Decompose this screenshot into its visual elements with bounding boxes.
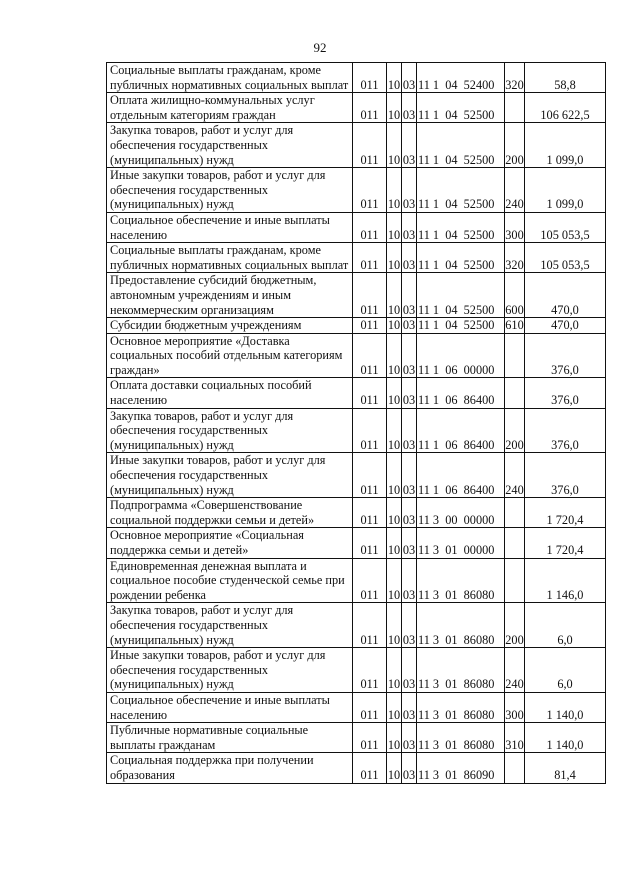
section-code: 10	[387, 723, 402, 753]
amount: 81,4	[525, 753, 606, 783]
amount: 1 720,4	[525, 528, 606, 558]
amount: 1 099,0	[525, 123, 606, 168]
grbs-code: 011	[353, 753, 387, 783]
amount: 376,0	[525, 453, 606, 498]
table-row	[107, 453, 606, 498]
program-code: 11 3 01 86080	[417, 603, 505, 648]
row-name: Закупка товаров, работ и услуг для обеспечения государственных (муниципальных) нужд	[107, 123, 353, 168]
row-name: Социальное обеспечение и иные выплаты населению	[107, 212, 353, 242]
grbs-code: 011	[353, 123, 387, 168]
subsection-code: 03	[402, 243, 417, 273]
subsection-code: 03	[402, 63, 417, 93]
table-row	[107, 273, 606, 318]
section-code: 10	[387, 753, 402, 783]
amount: 58,8	[525, 63, 606, 93]
section-code: 10	[387, 93, 402, 123]
row-name: Оплата жилищно-коммунальных услуг отдельным категориям граждан	[107, 93, 353, 123]
program-code: 11 3 01 86080	[417, 648, 505, 693]
page-number: 92	[313, 40, 327, 55]
program-code: 11 1 04 52500	[417, 318, 505, 334]
grbs-code: 011	[353, 212, 387, 242]
expense-type-code	[505, 558, 525, 603]
table-row	[107, 528, 606, 558]
subsection-code: 03	[402, 168, 417, 213]
section-code: 10	[387, 528, 402, 558]
expense-type-code	[505, 498, 525, 528]
expense-type-code	[505, 93, 525, 123]
subsection-code: 03	[402, 123, 417, 168]
amount: 376,0	[525, 333, 606, 378]
program-code: 11 1 04 52500	[417, 212, 505, 242]
expense-type-code: 200	[505, 603, 525, 648]
amount: 1 140,0	[525, 692, 606, 722]
section-code: 10	[387, 123, 402, 168]
program-code: 11 1 04 52500	[417, 273, 505, 318]
program-code: 11 3 00 00000	[417, 498, 505, 528]
program-code: 11 1 06 00000	[417, 333, 505, 378]
table-row	[107, 378, 606, 408]
subsection-code: 03	[402, 753, 417, 783]
table-row	[107, 753, 606, 783]
grbs-code: 011	[353, 378, 387, 408]
expense-type-code: 310	[505, 723, 525, 753]
subsection-code: 03	[402, 273, 417, 318]
section-code: 10	[387, 558, 402, 603]
subsection-code: 03	[402, 453, 417, 498]
subsection-code: 03	[402, 603, 417, 648]
grbs-code: 011	[353, 333, 387, 378]
amount: 106 622,5	[525, 93, 606, 123]
subsection-code: 03	[402, 212, 417, 242]
section-code: 10	[387, 648, 402, 693]
grbs-code: 011	[353, 93, 387, 123]
table-row	[107, 558, 606, 603]
subsection-code: 03	[402, 692, 417, 722]
section-code: 10	[387, 273, 402, 318]
program-code: 11 3 01 86080	[417, 558, 505, 603]
grbs-code: 011	[353, 318, 387, 334]
table-row	[107, 318, 606, 334]
table-row	[107, 63, 606, 93]
table-row	[107, 333, 606, 378]
grbs-code: 011	[353, 63, 387, 93]
amount: 1 140,0	[525, 723, 606, 753]
expense-type-code: 600	[505, 273, 525, 318]
table-row	[107, 498, 606, 528]
row-name: Оплата доставки социальных пособий населению	[107, 378, 353, 408]
expense-type-code: 320	[505, 63, 525, 93]
subsection-code: 03	[402, 723, 417, 753]
program-code: 11 1 06 86400	[417, 453, 505, 498]
expense-type-code	[505, 333, 525, 378]
expense-type-code: 300	[505, 212, 525, 242]
section-code: 10	[387, 453, 402, 498]
program-code: 11 3 01 86080	[417, 723, 505, 753]
row-name: Социальная поддержка при получении образования	[107, 753, 353, 783]
expense-type-code: 240	[505, 648, 525, 693]
expense-type-code: 240	[505, 168, 525, 213]
expense-type-code	[505, 528, 525, 558]
subsection-code: 03	[402, 648, 417, 693]
subsection-code: 03	[402, 408, 417, 453]
grbs-code: 011	[353, 723, 387, 753]
grbs-code: 011	[353, 243, 387, 273]
expense-type-code: 240	[505, 453, 525, 498]
row-name: Социальное обеспечение и иные выплаты населению	[107, 692, 353, 722]
amount: 1 720,4	[525, 498, 606, 528]
subsection-code: 03	[402, 93, 417, 123]
program-code: 11 1 04 52500	[417, 243, 505, 273]
section-code: 10	[387, 243, 402, 273]
program-code: 11 1 04 52500	[417, 93, 505, 123]
row-name: Подпрограмма «Совершенствование социальной поддержки семьи и детей»	[107, 498, 353, 528]
budget-table	[106, 62, 606, 784]
grbs-code: 011	[353, 498, 387, 528]
expense-type-code: 320	[505, 243, 525, 273]
section-code: 10	[387, 333, 402, 378]
expense-type-code: 200	[505, 123, 525, 168]
expense-type-code	[505, 378, 525, 408]
program-code: 11 3 01 86090	[417, 753, 505, 783]
grbs-code: 011	[353, 273, 387, 318]
section-code: 10	[387, 168, 402, 213]
table-row	[107, 93, 606, 123]
section-code: 10	[387, 212, 402, 242]
table-row	[107, 648, 606, 693]
subsection-code: 03	[402, 378, 417, 408]
amount: 376,0	[525, 378, 606, 408]
grbs-code: 011	[353, 168, 387, 213]
table-row	[107, 723, 606, 753]
expense-type-code	[505, 753, 525, 783]
subsection-code: 03	[402, 498, 417, 528]
subsection-code: 03	[402, 558, 417, 603]
subsection-code: 03	[402, 333, 417, 378]
row-name: Социальные выплаты гражданам, кроме публичных нормативных социальных выплат	[107, 243, 353, 273]
program-code: 11 1 06 86400	[417, 378, 505, 408]
row-name: Публичные нормативные социальные выплаты гражданам	[107, 723, 353, 753]
row-name: Основное мероприятие «Доставка социальных пособий отдельным категориям граждан»	[107, 333, 353, 378]
expense-type-code: 610	[505, 318, 524, 333]
grbs-code: 011	[353, 453, 387, 498]
amount: 6,0	[525, 603, 606, 648]
amount: 1 146,0	[525, 558, 606, 603]
row-name: Закупка товаров, работ и услуг для обеспечения государственных (муниципальных) нужд	[107, 408, 353, 453]
subsection-code: 03	[402, 528, 417, 558]
program-code: 11 3 01 86080	[417, 692, 505, 722]
grbs-code: 011	[353, 648, 387, 693]
program-code: 11 1 04 52500	[417, 168, 505, 213]
row-name: Закупка товаров, работ и услуг для обеспечения государственных (муниципальных) нужд	[107, 603, 353, 648]
table-row	[107, 603, 606, 648]
table-row	[107, 408, 606, 453]
section-code: 10	[387, 603, 402, 648]
row-name: Единовременная денежная выплата и социальное пособие студенческой семье при рождении ребенка	[107, 558, 353, 603]
row-name: Иные закупки товаров, работ и услуг для обеспечения государственных (муниципальных) нужд	[107, 168, 353, 213]
subsection-code: 03	[402, 318, 416, 333]
amount: 470,0	[525, 273, 606, 318]
program-code: 11 1 04 52500	[417, 123, 505, 168]
table-body	[107, 63, 606, 784]
table-row	[107, 692, 606, 722]
grbs-code: 011	[353, 692, 387, 722]
table-row	[107, 243, 606, 273]
program-code: 11 1 04 52400	[417, 63, 505, 93]
expense-type-code: 300	[505, 692, 525, 722]
section-code: 10	[387, 692, 402, 722]
table-row	[107, 168, 606, 213]
section-code: 10	[387, 408, 402, 453]
program-code: 11 1 06 86400	[417, 408, 505, 453]
grbs-code: 011	[353, 408, 387, 453]
amount: 6,0	[525, 648, 606, 693]
section-code: 10	[387, 63, 402, 93]
row-name: Социальные выплаты гражданам, кроме публичных нормативных социальных выплат	[107, 63, 353, 93]
grbs-code: 011	[353, 603, 387, 648]
amount: 105 053,5	[525, 212, 606, 242]
section-code: 10	[387, 318, 401, 333]
expense-type-code: 200	[505, 408, 525, 453]
table-row	[107, 212, 606, 242]
grbs-code: 011	[353, 528, 387, 558]
table-row	[107, 123, 606, 168]
row-name: Иные закупки товаров, работ и услуг для обеспечения государственных (муниципальных) нужд	[107, 453, 353, 498]
amount: 105 053,5	[525, 243, 606, 273]
amount: 376,0	[525, 408, 606, 453]
amount: 470,0	[525, 318, 606, 334]
section-code: 10	[387, 498, 402, 528]
row-name: Предоставление субсидий бюджетным, автономным учреждениям и иным некоммерческим организациям	[107, 273, 353, 318]
row-name: Субсидии бюджетным учреждениям	[107, 318, 353, 334]
row-name: Иные закупки товаров, работ и услуг для обеспечения государственных (муниципальных) нужд	[107, 648, 353, 693]
program-code: 11 3 01 00000	[417, 528, 505, 558]
grbs-code: 011	[353, 558, 387, 603]
amount: 1 099,0	[525, 168, 606, 213]
section-code: 10	[387, 378, 402, 408]
row-name: Основное мероприятие «Социальная поддержка семьи и детей»	[107, 528, 353, 558]
